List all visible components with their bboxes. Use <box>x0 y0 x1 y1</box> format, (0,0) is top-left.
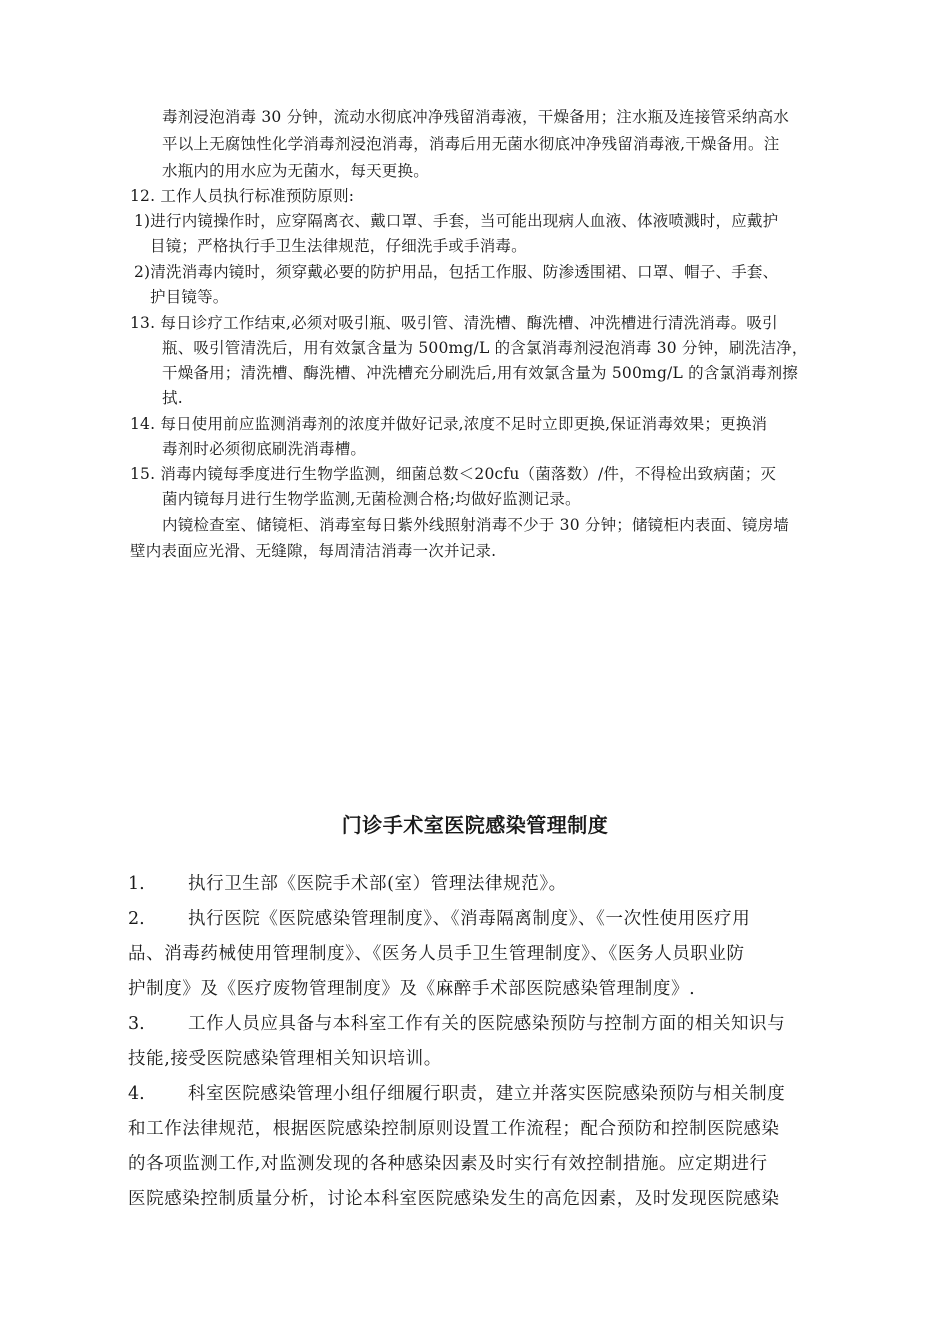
item-number: 1. <box>128 874 145 894</box>
paragraph-line: 护目镜等。 <box>150 288 229 306</box>
paragraph-line: 科室医院感染管理小组仔细履行职责，建立并落实医院感染预防与相关制度 <box>188 1084 786 1104</box>
paragraph-line: 拭. <box>162 389 183 407</box>
paragraph-line: 和工作法律规范，根据医院感染控制原则设置工作流程；配合预防和控制医院感染 <box>128 1119 780 1139</box>
item-number: 4. <box>128 1084 145 1104</box>
list-item-12: 12. 工作人员执行标准预防原则: <box>130 187 355 205</box>
paragraph-line: 毒剂浸泡消毒 30 分钟，流动水彻底冲净残留消毒液，干燥备用；注水瓶及连接管采纳高水 <box>162 108 789 126</box>
item-number: 3. <box>128 1014 145 1034</box>
item-number: 2. <box>128 909 145 929</box>
paragraph-line: 水瓶内的用水应为无菌水，每天更换。 <box>162 162 429 180</box>
paragraph-line: 品、消毒药械使用管理制度》、《医务人员手卫生管理制度》、《医务人员职业防 <box>128 944 745 964</box>
paragraph-line: 菌内镜每月进行生物学监测,无菌检测合格;均做好监测记录。 <box>162 490 581 508</box>
paragraph-line: 的各项监测工作,对监测发现的各种感染因素及时实行有效控制措施。应定期进行 <box>128 1154 768 1174</box>
paragraph-line: 瓶、吸引管清洗后，用有效氯含量为 500mg/L 的含氯消毒剂浸泡消毒 30 分钟，刷洗洁净， <box>162 339 808 357</box>
section-title: 门诊手术室医院感染管理制度 <box>341 813 609 837</box>
list-item-14: 14. 每日使用前应监测消毒剂的浓度并做好记录,浓度不足时立即更换,保证消毒效果；更换消 <box>130 415 768 433</box>
list-item-13: 13. 每日诊疗工作结束,必须对吸引瓶、吸引管、清洗槽、酶洗槽、冲洗槽进行清洗消毒。吸引 <box>130 314 778 332</box>
paragraph-line: 目镜；严格执行手卫生法律规范，仔细洗手或手消毒。 <box>150 237 527 255</box>
sub-item-1: 1)进行内镜操作时，应穿隔离衣、戴口罩、手套，当可能出现病人血液、体液喷溅时，应戴护 <box>134 212 779 230</box>
paragraph-line: 内镜检查室、储镜柜、消毒室每日紫外线照射消毒不少于 30 分钟；储镜柜内表面、镜房墙 <box>162 516 789 534</box>
paragraph-line: 技能,接受医院感染管理相关知识培训。 <box>128 1049 442 1069</box>
paragraph-line: 干燥备用；清洗槽、酶洗槽、冲洗槽充分刷洗后,用有效氯含量为 500mg/L 的含氯消毒剂擦 <box>162 364 799 382</box>
paragraph-line: 执行医院《医院感染管理制度》、《消毒隔离制度》、《一次性使用医疗用 <box>188 909 751 929</box>
paragraph-line: 执行卫生部《医院手术部(室）管理法律规范》。 <box>188 874 567 894</box>
paragraph-line: 医院感染控制质量分析，讨论本科室医院感染发生的高危因素，及时发现医院感染 <box>128 1189 780 1209</box>
paragraph-line: 壁内表面应光滑、无缝隙，每周清洁消毒一次并记录. <box>130 542 497 560</box>
sub-item-2: 2)清洗消毒内镜时，须穿戴必要的防护用品，包括工作服、防渗透围裙、口罩、帽子、手套、 <box>134 263 779 281</box>
paragraph-line: 工作人员应具备与本科室工作有关的医院感染预防与控制方面的相关知识与 <box>188 1014 786 1034</box>
paragraph-line: 平以上无腐蚀性化学消毒剂浸泡消毒，消毒后用无菌水彻底冲净残留消毒液,干燥备用。注 <box>162 135 780 153</box>
paragraph-line: 护制度》及《医疗废物管理制度》及《麻醉手术部医院感染管理制度》. <box>128 979 696 999</box>
paragraph-line: 毒剂时必须彻底刷洗消毒槽。 <box>162 440 367 458</box>
list-item-15: 15. 消毒内镜每季度进行生物学监测，细菌总数＜20cfu（菌落数）/件，不得检出致病菌；灭 <box>130 465 777 483</box>
